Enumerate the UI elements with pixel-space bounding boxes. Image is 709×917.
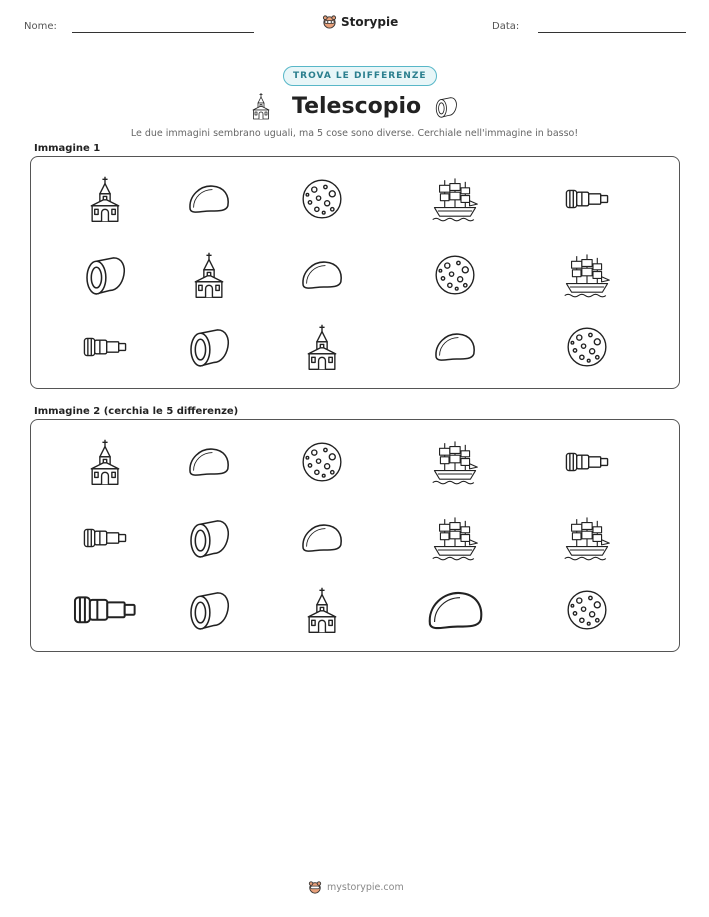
date-line[interactable] [538,32,686,33]
img2-cap-icon[interactable] [298,514,346,562]
img1-moon-icon [431,251,479,299]
img1-ship-icon [563,251,611,299]
section2-label: Immagine 2 (cerchia le 5 differenze) [34,406,239,417]
title-church-icon [251,92,271,120]
name-line[interactable] [72,32,254,33]
img2-cap-icon[interactable] [423,578,488,643]
storypie-mascot-icon [322,14,337,29]
img1-moon-icon [563,323,611,371]
img2-lens-ring-icon[interactable] [185,586,233,634]
img1-church-icon [81,175,129,223]
img1-cap-icon [431,323,479,371]
img2-church-icon[interactable] [298,586,346,634]
brand-name: Storypie [341,14,399,29]
date-label: Data: [492,21,520,32]
img1-lens-ring-icon [185,323,233,371]
img1-cap-icon [185,175,233,223]
img1-ship-icon [431,175,479,223]
page-title: Telescopio [292,94,422,119]
img1-moon-icon [298,175,346,223]
activity-badge: TROVA LE DIFFERENZE [283,66,437,86]
footer-url: mystorypie.com [327,881,404,893]
img2-telescope-icon[interactable] [563,438,611,486]
image2-panel[interactable] [30,419,680,652]
img2-ship-icon[interactable] [431,438,479,486]
img2-ship-icon[interactable] [431,514,479,562]
img2-church-icon[interactable] [81,438,129,486]
img1-church-icon [185,251,233,299]
img2-moon-icon[interactable] [563,586,611,634]
img1-telescope-icon [563,175,611,223]
footer [308,880,404,894]
img2-telescope-icon[interactable] [81,514,129,562]
title-lens-ring-icon [433,94,459,120]
storypie-mascot-icon [308,880,322,894]
section1-label: Immagine 1 [34,143,101,154]
img2-cap-icon[interactable] [185,438,233,486]
instructions: Le due immagini sembrano uguali, ma 5 cose sono diverse. Cerchiale nell'immagine in basso! [130,128,579,139]
brand-logo [322,14,398,29]
img2-lens-ring-icon[interactable] [185,514,233,562]
img1-church-icon [298,323,346,371]
img2-moon-icon[interactable] [298,438,346,486]
img2-telescope-icon[interactable] [70,575,140,645]
img1-cap-icon [298,251,346,299]
image1-panel [30,156,680,389]
img2-ship-icon[interactable] [563,514,611,562]
name-label: Nome: [24,21,57,32]
img1-telescope-icon [81,323,129,371]
img1-lens-ring-icon [81,251,129,299]
